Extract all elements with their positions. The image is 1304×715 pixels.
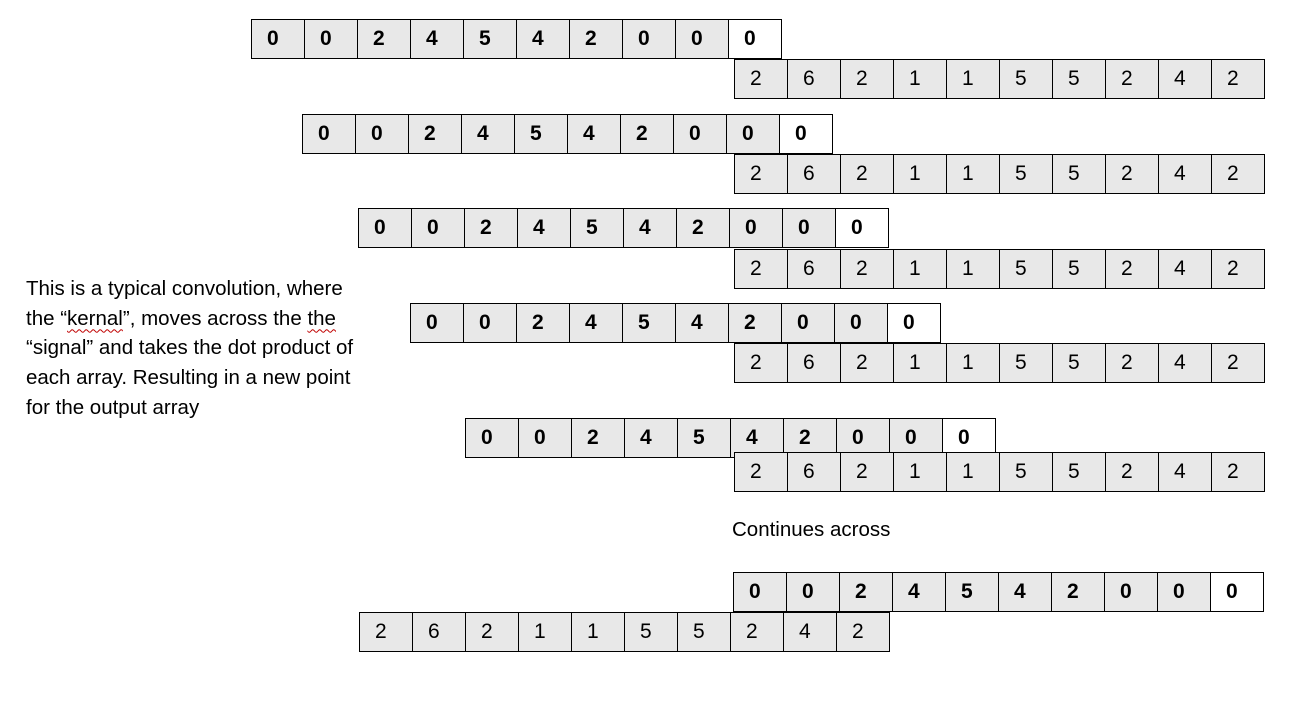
kernel-cell: 0 [786, 572, 840, 612]
signal-cell: 5 [1052, 452, 1106, 492]
kernel-array-step-3 [358, 208, 888, 248]
kernel-cell: 5 [945, 572, 999, 612]
signal-cell: 1 [946, 154, 1000, 194]
kernel-cell: 0 [411, 208, 465, 248]
kernel-cell: 4 [675, 303, 729, 343]
signal-cell: 1 [893, 452, 947, 492]
note-text-3: “signal” and takes the dot product of each array. Resulting in a new point for the output array [26, 336, 354, 419]
kernel-cell: 0 [251, 19, 305, 59]
signal-cell: 2 [1211, 154, 1265, 194]
note-text-1: This is a typical convolution, where the “ [26, 277, 343, 330]
signal-cell: 4 [1158, 154, 1212, 194]
kernel-cell: 2 [516, 303, 570, 343]
signal-cell: 2 [840, 59, 894, 99]
kernel-cell: 2 [728, 303, 782, 343]
kernel-cell: 0 [889, 418, 943, 458]
note-word-the: the [307, 306, 336, 330]
signal-cell: 2 [465, 612, 519, 652]
signal-cell: 4 [1158, 59, 1212, 99]
signal-cell: 2 [1105, 59, 1159, 99]
signal-cell: 1 [571, 612, 625, 652]
signal-cell: 1 [893, 59, 947, 99]
kernel-cell: 2 [408, 114, 462, 154]
kernel-cell: 2 [1051, 572, 1105, 612]
explanation-note [26, 274, 356, 423]
signal-cell: 1 [946, 249, 1000, 289]
kernel-cell: 4 [730, 418, 784, 458]
kernel-cell: 4 [998, 572, 1052, 612]
kernel-cell: 0 [410, 303, 464, 343]
signal-cell: 2 [734, 154, 788, 194]
signal-cell: 6 [787, 59, 841, 99]
kernel-cell: 0 [942, 418, 996, 458]
kernel-cell: 0 [781, 303, 835, 343]
signal-cell: 2 [1211, 343, 1265, 383]
kernel-array-step-4 [410, 303, 940, 343]
kernel-cell: 2 [620, 114, 674, 154]
signal-cell: 2 [734, 59, 788, 99]
signal-cell: 4 [783, 612, 837, 652]
kernel-cell: 0 [836, 418, 890, 458]
continues-caption: Continues across [732, 518, 891, 541]
kernel-cell: 0 [726, 114, 780, 154]
signal-array-final [359, 612, 889, 652]
signal-cell: 6 [787, 154, 841, 194]
kernel-cell: 0 [675, 19, 729, 59]
kernel-cell: 0 [1210, 572, 1264, 612]
kernel-cell: 0 [835, 208, 889, 248]
kernel-cell: 2 [569, 19, 623, 59]
signal-cell: 1 [893, 154, 947, 194]
kernel-cell: 2 [357, 19, 411, 59]
kernel-cell: 4 [410, 19, 464, 59]
kernel-cell: 0 [1157, 572, 1211, 612]
signal-cell: 1 [946, 452, 1000, 492]
kernel-cell: 0 [733, 572, 787, 612]
signal-cell: 2 [1105, 249, 1159, 289]
signal-cell: 2 [730, 612, 784, 652]
note-word-kernal: kernal [67, 306, 123, 330]
signal-cell: 2 [359, 612, 413, 652]
kernel-cell: 0 [779, 114, 833, 154]
signal-cell: 4 [1158, 249, 1212, 289]
kernel-cell: 5 [677, 418, 731, 458]
signal-array-step-2 [734, 154, 1264, 194]
kernel-cell: 4 [624, 418, 678, 458]
kernel-cell: 0 [518, 418, 572, 458]
signal-cell: 2 [734, 249, 788, 289]
signal-cell: 2 [840, 249, 894, 289]
signal-cell: 2 [840, 154, 894, 194]
signal-cell: 2 [1105, 343, 1159, 383]
signal-cell: 5 [624, 612, 678, 652]
signal-array-step-5 [734, 452, 1264, 492]
signal-cell: 1 [946, 343, 1000, 383]
kernel-cell: 5 [514, 114, 568, 154]
signal-cell: 4 [1158, 452, 1212, 492]
signal-cell: 1 [893, 249, 947, 289]
kernel-cell: 0 [728, 19, 782, 59]
kernel-cell: 5 [622, 303, 676, 343]
signal-cell: 2 [840, 452, 894, 492]
kernel-cell: 0 [834, 303, 888, 343]
signal-cell: 2 [1211, 249, 1265, 289]
kernel-cell: 0 [358, 208, 412, 248]
signal-cell: 5 [1052, 343, 1106, 383]
kernel-array-step-2 [302, 114, 832, 154]
signal-array-step-4 [734, 343, 1264, 383]
signal-array-step-3 [734, 249, 1264, 289]
kernel-cell: 4 [569, 303, 623, 343]
kernel-cell: 4 [623, 208, 677, 248]
signal-cell: 2 [836, 612, 890, 652]
signal-cell: 2 [734, 343, 788, 383]
signal-cell: 6 [787, 249, 841, 289]
kernel-cell: 0 [465, 418, 519, 458]
signal-cell: 2 [1105, 154, 1159, 194]
signal-cell: 5 [999, 154, 1053, 194]
kernel-cell: 2 [676, 208, 730, 248]
signal-cell: 1 [893, 343, 947, 383]
kernel-cell: 4 [516, 19, 570, 59]
signal-cell: 5 [1052, 154, 1106, 194]
kernel-cell: 0 [1104, 572, 1158, 612]
kernel-cell: 4 [517, 208, 571, 248]
signal-cell: 5 [677, 612, 731, 652]
signal-cell: 1 [518, 612, 572, 652]
kernel-cell: 2 [464, 208, 518, 248]
kernel-array-final [733, 572, 1263, 612]
kernel-cell: 2 [571, 418, 625, 458]
kernel-cell: 5 [463, 19, 517, 59]
signal-cell: 5 [1052, 59, 1106, 99]
kernel-cell: 0 [673, 114, 727, 154]
kernel-cell: 4 [567, 114, 621, 154]
kernel-cell: 5 [570, 208, 624, 248]
kernel-cell: 0 [782, 208, 836, 248]
signal-array-step-1 [734, 59, 1264, 99]
signal-cell: 6 [787, 343, 841, 383]
kernel-array-step-1 [251, 19, 781, 59]
kernel-cell: 0 [304, 19, 358, 59]
signal-cell: 2 [734, 452, 788, 492]
kernel-cell: 2 [783, 418, 837, 458]
kernel-cell: 2 [839, 572, 893, 612]
signal-cell: 6 [787, 452, 841, 492]
signal-cell: 4 [1158, 343, 1212, 383]
signal-cell: 5 [999, 343, 1053, 383]
kernel-cell: 0 [355, 114, 409, 154]
signal-cell: 6 [412, 612, 466, 652]
note-text-2: ”, moves across the [122, 306, 308, 330]
kernel-cell: 4 [461, 114, 515, 154]
kernel-cell: 0 [622, 19, 676, 59]
kernel-cell: 4 [892, 572, 946, 612]
signal-cell: 5 [999, 452, 1053, 492]
signal-cell: 5 [999, 249, 1053, 289]
signal-cell: 2 [1211, 452, 1265, 492]
kernel-cell: 0 [302, 114, 356, 154]
signal-cell: 2 [840, 343, 894, 383]
signal-cell: 1 [946, 59, 1000, 99]
kernel-cell: 0 [887, 303, 941, 343]
signal-cell: 2 [1211, 59, 1265, 99]
signal-cell: 5 [1052, 249, 1106, 289]
signal-cell: 2 [1105, 452, 1159, 492]
kernel-cell: 0 [729, 208, 783, 248]
kernel-cell: 0 [463, 303, 517, 343]
signal-cell: 5 [999, 59, 1053, 99]
